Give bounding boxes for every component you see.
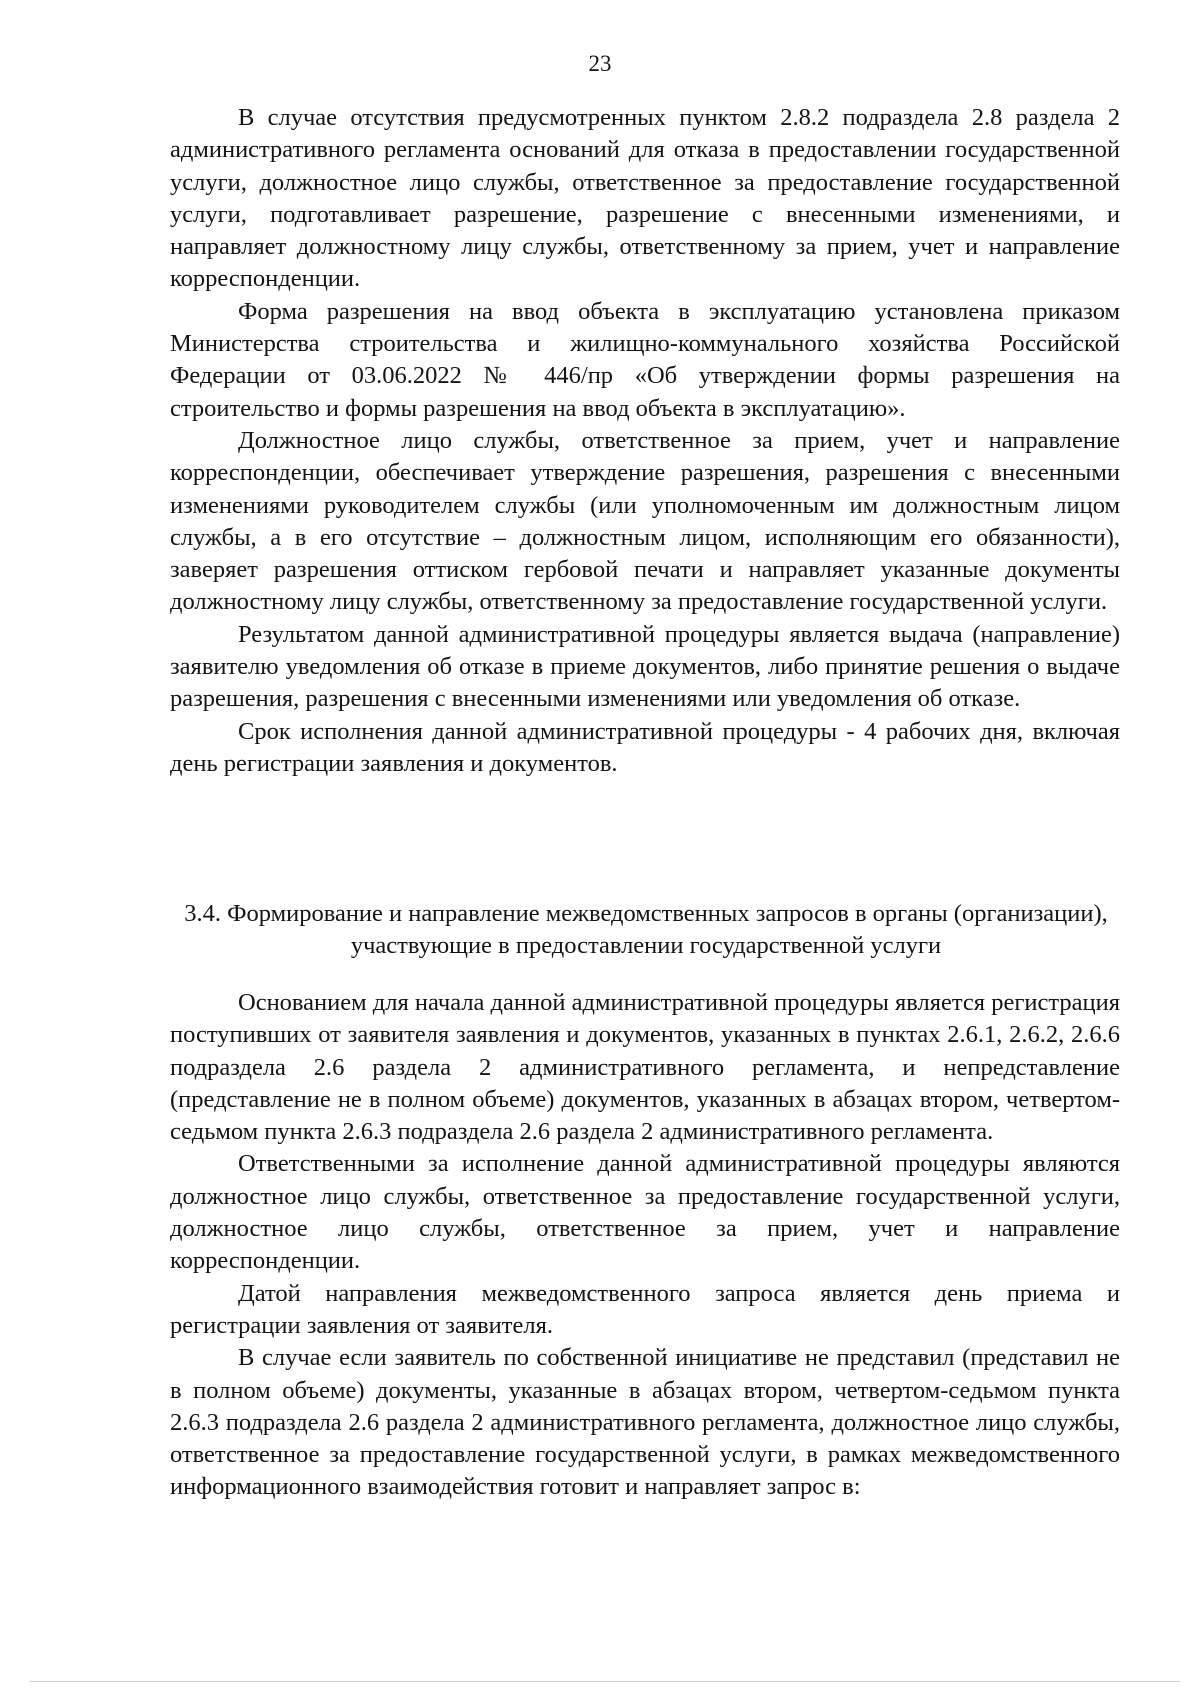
paragraph: Ответственными за исполнение данной административной процедуры являются должностное лицо службы, ответственное за предоставление государственной услуги, должностное лицо службы, ответственное за прием, учет и направление корреспонденции.	[170, 1150, 1120, 1275]
paragraph: Результатом данной административной процедуры является выдача (направление) заявителю уведомления об отказе в приеме документов, либо принятие решения о выдаче разрешения, разрешения с внесенными изменениями или уведомления об отказе.	[170, 620, 1120, 713]
section-heading: 3.4. Формирование и направление межведомственных запросов в органы (организации), участвующие в предоставлении государственной услуги	[184, 900, 1108, 960]
scan-edge-line	[30, 1681, 1180, 1682]
paragraph: Датой направления межведомственного запроса является день приема и регистрации заявления от заявителя.	[170, 1279, 1120, 1339]
body-text-part-1	[170, 102, 1120, 780]
paragraph: Основанием для начала данной административной процедуры является регистрация поступивших от заявителя заявления и документов, указанных в пунктах 2.6.1, 2.6.2, 2.6.6 подраздела 2.6 раздела 2 административного регламента, и непредставление (представление не в полном объеме) документов, указанных в абзацах втором, четвертом-седьмом пункта 2.6.3 подраздела 2.6 раздела 2 административного регламента.	[170, 989, 1120, 1146]
paragraph: В случае отсутствия предусмотренных пунктом 2.8.2 подраздела 2.8 раздела 2 административного регламента оснований для отказа в предоставлении государственной услуги, должностное лицо службы, ответственное за предоставление государственной услуги, подготавливает разрешение, разрешение с внесенными изменениями, и направляет должностному лицу службы, ответственному за прием, учет и направление корреспонденции.	[170, 104, 1120, 293]
body-text-part-2	[170, 987, 1120, 1504]
paragraph: В случае если заявитель по собственной инициативе не представил (представил не в полном объеме) документы, указанные в абзацах втором, четвертом-седьмом пункта 2.6.3 подраздела 2.6 раздела 2 административного регламента, должностное лицо службы, ответственное за предоставление государственной услуги, в рамках межведомственного информационного взаимодействия готовит и направляет запрос в:	[170, 1344, 1120, 1501]
paragraph: Должностное лицо службы, ответственное за прием, учет и направление корреспонденции, обеспечивает утверждение разрешения, разрешения с внесенными изменениями руководителем службы (или уполномоченным им должностным лицом службы, а в его отсутствие – должностным лицом, исполняющим его обязанности), заверяет разрешения оттиском гербовой печати и направляет указанные документы должностному лицу службы, ответственному за предоставление государственной услуги.	[170, 426, 1120, 616]
paragraph: Срок исполнения данной административной процедуры - 4 рабочих дня, включая день регистрации заявления и документов.	[170, 717, 1120, 777]
paragraph: Форма разрешения на ввод объекта в эксплуатацию установлена приказом Министерства строительства и жилищно-коммунального хозяйства Российской Федерации от 03.06.2022 № 446/пр «Об утверждении формы разрешения на строительство и формы разрешения на ввод объекта в эксплуатацию».	[170, 297, 1120, 422]
page-number: 23	[588, 51, 612, 76]
